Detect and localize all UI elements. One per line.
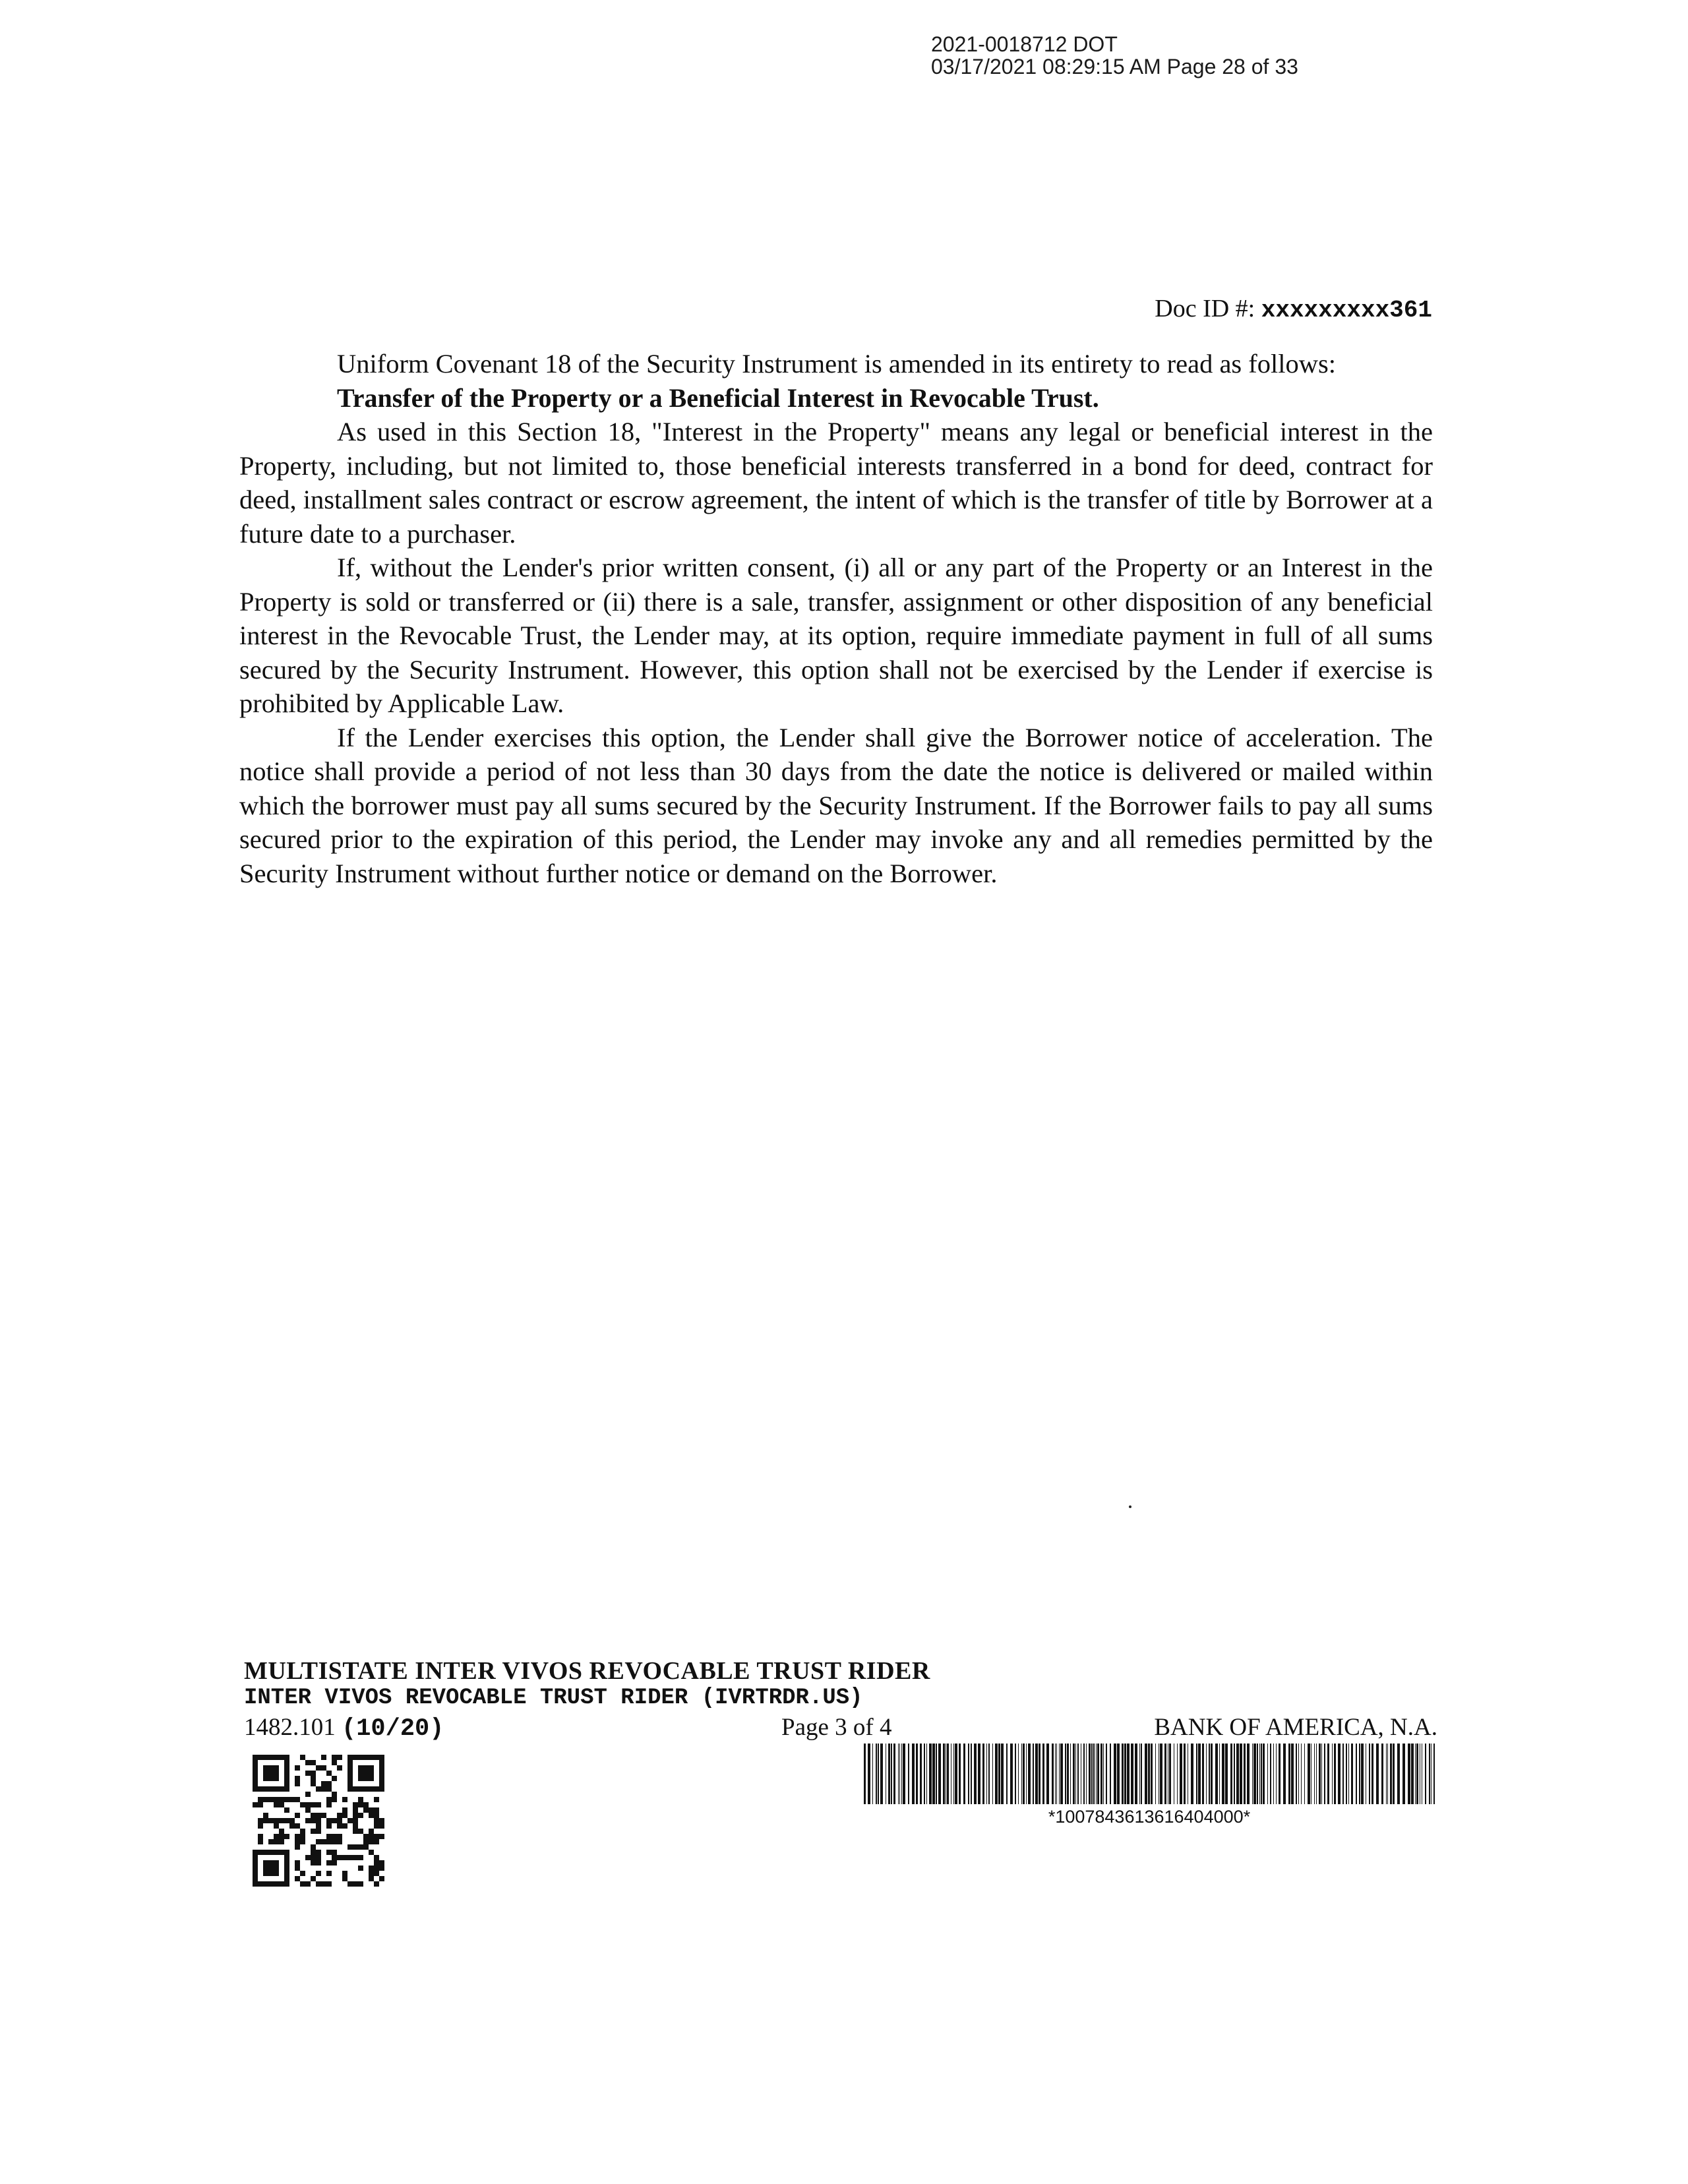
- paragraph-acceleration: If the Lender exercises this option, the Lender shall give the Borrower notice of acceleration. The notice shall provide a period of not less than 30 days from the date the notice is delivered or mailed within which the borrower must pay all sums secured by the Security Instrument. If the Borrower fails to pay all sums secured prior to the expiration of this period, the Lender may invoke any and all remedies permitted by the Security Instrument without further notice or demand on the Borrower.: [239, 722, 1433, 888]
- recording-date-page: 03/17/2021 08:29:15 AM Page 28 of 33: [931, 55, 1298, 78]
- rider-body: [239, 347, 1433, 890]
- paragraph-transfer: If, without the Lender's prior written consent, (i) all or any part of the Property or an Interest in the Property is sold or transferred or (ii) there is a sale, transfer, assignment or other disposition of any beneficial interest in the Revocable Trust, the Lender may, at its option, require immediate payment in full of all sums secured by the Security Instrument. However, this option shall not be exercised by the Lender if exercise is prohibited by Applicable Law.: [239, 553, 1433, 718]
- doc-id-label: Doc ID #:: [1155, 295, 1261, 322]
- amendment-intro: Uniform Covenant 18 of the Security Instrument is amended in its entirety to read as follows:: [337, 349, 1337, 379]
- section-heading: Transfer of the Property or a Beneficial Interest in Revocable Trust.: [337, 382, 1099, 413]
- footer-subtitle: INTER VIVOS REVOCABLE TRUST RIDER (IVRTRDR.US): [244, 1685, 863, 1711]
- doc-id-value: xxxxxxxxx361: [1261, 297, 1432, 324]
- barcode-icon: [862, 1744, 1436, 1804]
- form-date: (10/20): [342, 1715, 444, 1743]
- stray-mark: [1129, 1505, 1131, 1508]
- form-number-code: 1482.101: [244, 1714, 342, 1741]
- footer-row: [244, 1713, 1437, 1742]
- recording-stamp: [931, 33, 1298, 78]
- page-indicator: Page 3 of 4: [781, 1714, 892, 1741]
- lender-name: BANK OF AMERICA, N.A.: [1154, 1714, 1437, 1741]
- footer-title: MULTISTATE INTER VIVOS REVOCABLE TRUST RIDER: [244, 1657, 930, 1685]
- form-number: [244, 1713, 444, 1743]
- barcode-number: *1007843613616404000*: [1048, 1807, 1251, 1827]
- qr-code-icon: [253, 1755, 384, 1887]
- recording-number: 2021-0018712 DOT: [931, 32, 1118, 56]
- paragraph-definition: As used in this Section 18, "Interest in the Property" means any legal or beneficial interest in the Property, including, but not limited to, those beneficial interests transferred in a bond for deed, contract for deed, installment sales contract or escrow agreement, the intent of which is the transfer of title by Borrower at a future date to a purchaser.: [239, 417, 1433, 549]
- doc-id: [1155, 294, 1432, 324]
